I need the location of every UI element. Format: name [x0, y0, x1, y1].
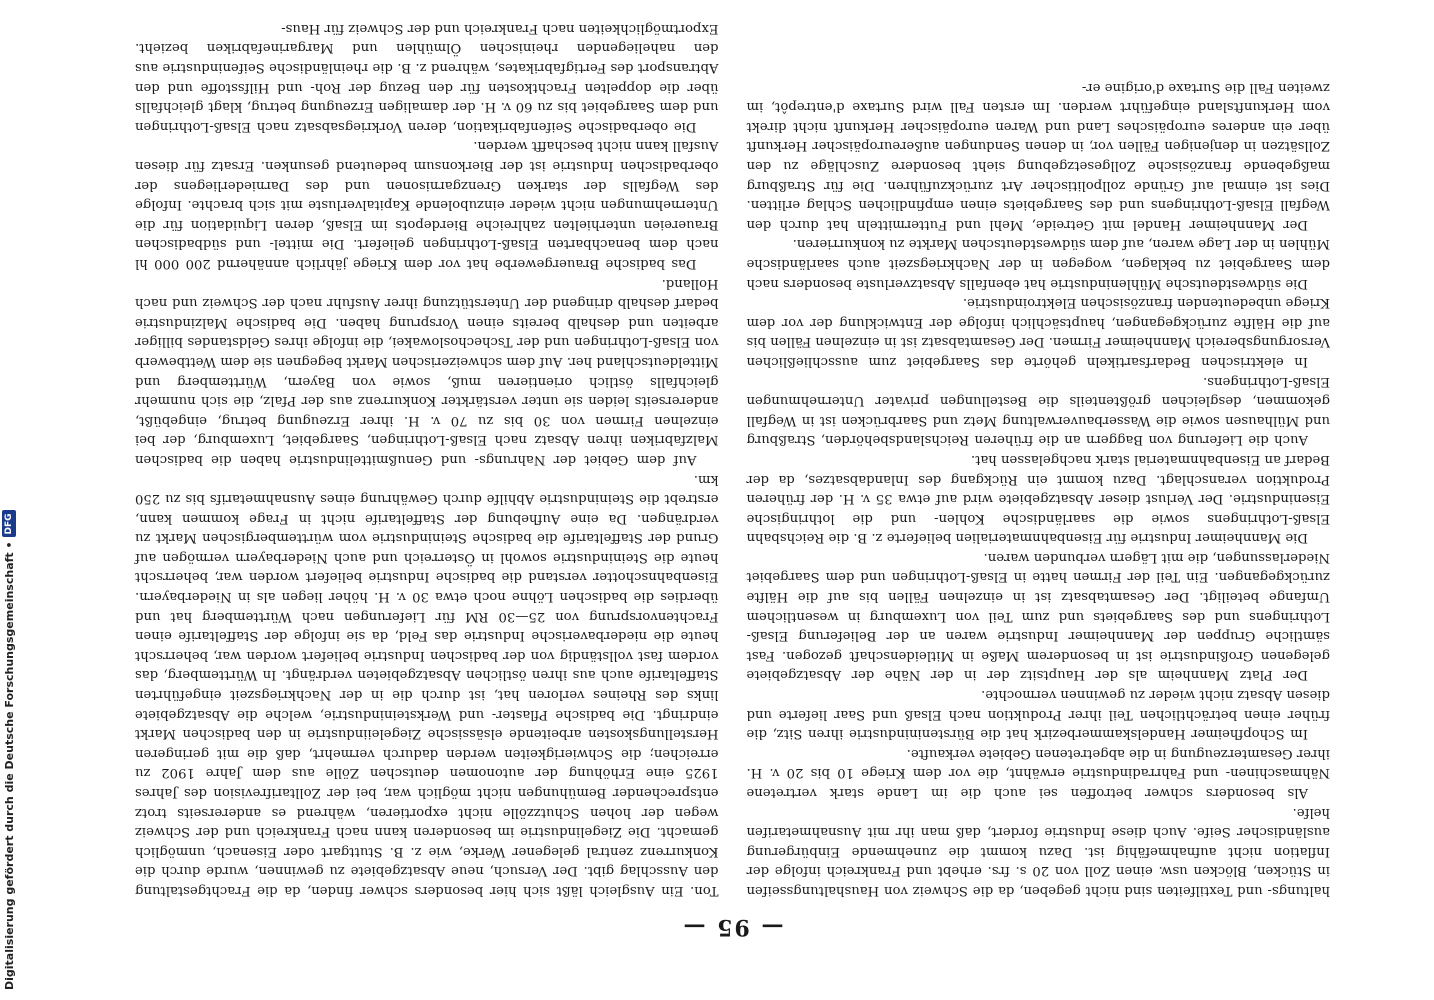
paragraph: Die südwestdeutsche Mühlenindustrie hat ebenfalls Absatzverluste besonders nach dem Saargebiet zu beklagen, wogegen in der Nachkriegszeit auch saarländische Mühlen in der Lage waren, auf dem südwestdeutschen Markte zu konkurrieren. [746, 236, 1330, 291]
paragraph: Der Platz Mannheim als der Hauptsitz der in der Nähe der Absatzgebiete gelegenen Großindustrie ist in besonderem Maße in Mitleidenschaft gezogen. Fast sämtliche Gruppen der Mannheimer Industrie waren an der Belieferung Elsaß-Lothringens und des Saargebiets und zum Teil von Luxemburg in wesentlichem Umfange beteiligt. Der Gesamtabsatz ist in einzelnen Fällen bis auf die Hälfte zurückgegangen. Ein Teil der Firmen hatte in Elsaß-Lothringen und dem Saargebiet Niederlassungen, die mit Lägern verbunden waren. [746, 549, 1330, 683]
text-columns [135, 20, 1330, 900]
paragraph: Im Schopfheimer Handelskammerbezirk hat die Bürsteninindustrie ihren Sitz, die früher einen beträchtlichen Teil ihrer Produktion nach Elsaß und Saar lieferte und diesen Absatz nicht wieder zu gewinnen vermochte. [746, 687, 1330, 742]
paragraph: Ton. Ein Ausgleich läßt sich hier besonders schwer finden, da die Frachtgestaltung den Ausschlag gibt. Der Versuch, neue Absatzgebiete zu gewinnen, wurde durch die Konkurrenz zentral gelegener Werke, wie z. B. Stuttgart oder Eisenach, unmöglich gemacht. Die Ziegelindustrie im besonderen kann nach Frankreich und der Schweiz wegen der hohen Schutzzölle nicht exportieren, während es andererseits trotz entsprechender Bemühungen nicht möglich war, bei der Zolltarifrevision des Jahres 1925 eine Erhöhung der autonomen deutschen Zölle aus dem Jahre 1902 zu erreichen; die Schwierigkeiten werden dadurch vermehrt, daß die mit geringeren Herstellungskosten arbeitende elsässische Ziegeleiindustrie in den badischen Markt eindringt. Die badische Pflaster- und Werksteinindustrie, welche die Absatzgebiete links des Rheines verloren hat, ist durch die in der Nachkriegszeit eingeführten Staffeltarife auch aus ihren östlichen Absatzgebieten verdrängt. In Württemberg, das vordem fast vollständig von der badischen Industrie beliefert worden war, beherrscht heute die niederbaverische Industrie das Feld, da sie infolge der Staffeltarife einen Frachtenvorsprung von 25—30 RM für Lieferungen nach Württemberg hat und überdies die badischen Löhne noch etwa 30 v. H. höher liegen als in Niederbayern. Eisenbahnschotter verstand die badische Industrie beliefert worden war, beherrscht heute die Steinindustrie sowohl in Österreich und auch Niederbayern vermögen auf Grund der Staffeltarife die badische Steinindustrie vom württembergischen Markt zu verdrängen. Da eine Aufhebung der Staffeltarife nicht in Frage kommen kann, erstrebt die Steinindustrie Abhilfe durch Gewährung eines Ausnahmetarifs bis zu 250 km. [135, 471, 719, 898]
footer-credit [2, 0, 16, 990]
paragraph: haltungs- und Textilfeiten sind nicht gegeben, da die Schweiz von Haushaltungsseifen in Stücken, Blöcken usw. einen Zoll von 20 s. frs. erhebt und Frankreich infolge der Inflation nicht aufnahmefähig ist. Dazu kommt die zunehmende Einbürgerung ausländischer Seife. Auch diese Industrie fordert, daß man ihr mit Ausnahmetarifen helfe. [746, 804, 1330, 898]
paragraph: Auch die Lieferung von Baggern an die früheren Reichslandsbehörden, Straßburg und Mülhausen sowie die Wasserbauverwaltung Metz und Saarbrücken ist in Wegfall gekommen, desgleichen größtenteils die Bestellungen privater Unternehmungen Elsaß-Lothringens. [746, 373, 1330, 448]
right-column [135, 20, 719, 900]
page-number: — 95 — [681, 914, 784, 940]
paragraph: Die oberbadische Seifenfabrikation, deren Vorkriegsabsatz nach Elsaß-Lothringen und dem Saargebiet bis zu 60 v. H. der damaligen Erzeugung betrug, klagt gleichfalls über die doppelten Frachtkosten für den Bezug der Roh- und Hilfsstoffe und den Abtransport des Fertigfabrikates, während z. B. die rheinländische Seifenindustrie aus den naheliegenden rheinischen Ölmühlen und Margarinefabriken bezieht. Exportmöglichkeiten nach Frankreich und der Schweiz für Haus- [135, 20, 719, 134]
left-column [746, 79, 1331, 900]
paragraph: In elektrischen Bedarfsartikeln gehörte das Saargebiet zum ausschließlichen Versorgungsbereich Mannheimer Firmen. Der Gesamtabsatz ist in einzelnen Fällen bis auf die Hälfte zurückgegangen, hauptsächlich infolge der Entwicklung der vor dem Kriege unbedeutenden französischen Elektroindustrie. [746, 295, 1330, 369]
dfg-logo-icon: DFG [2, 510, 16, 537]
footer-credit-text: Digitalisierung gefördert durch die Deutsche Forschungsgemeinschaft • [2, 541, 16, 990]
paragraph: Der Mannheimer Handel mit Getreide, Mehl und Futtermitteln hat durch den Wegfall Elsaß-Lothringens und des Saargebiets einen empfindlichen Schlag erlitten. Dies ist einmal auf Gründe zollpolitischer Art zurückzuführen. Die für Straßburg maßgebende französische Zollgesetzgebung sieht besondere Zuschläge zu den Zollsätzen in denjenigen Fällen vor, in denen Sendungen außereuropäischer Herkunft über ein anderes europäisches Land und Waren europäischer Herkunft nicht direkt vom Herkunftsland eingeführt werden. Im ersten Fall wird Surtaxe d'entrepôt, im zweiten Fall die Surtaxe d'origine er- [746, 79, 1330, 232]
digitization-footer [0, 0, 18, 1000]
paragraph: Als besonders schwer betroffen sei auch die im Lande stark vertretene Nähmaschinen- und Fahrradindustrie erwähnt, die vor dem Kriege 10 bis 20 v. H. ihrer Gesamterzeugung in die abgetretenen Gebiete verkaufte. [746, 745, 1330, 801]
document-page [135, 20, 1330, 950]
paragraph: Das badische Brauergewerbe hat vor dem Kriege jährlich annähernd 200 000 hl nach dem benachbarten Elsaß-Lothringen geliefert. Die mittel- und südbadischen Brauereien unterhielten zahlreiche Bierdepots im Elsaß, deren Liquidation für die Unternehmungen nicht wieder einzubolende Kapitalverluste mit sich brachte. Infolge des Wegfalls der starken Grenzgarnisonen und des Darniederliegens der oberbadischen Industrie ist der Bierkonsum bedeutend gesunken. Ersatz für diesen Ausfall kann nicht beschafft werden. [135, 138, 719, 271]
paragraph: Auf dem Gebiet der Nahrungs- und Genußmittelindustrie haben die badischen Malzfabriken ihren Absatz nach Elsaß-Lothringen, Saargebiet, Luxemburg, der bei einzelnen Firmen von 30 bis zu 70 v. H. ihrer Erzeugung betrug, eingebüßt, andererseits leiden sie unter verstärkter Konkurrenz aus der Pfalz, die sich nunmehr gleichfalls östlich orientieren muß, sowie von Bayern, Württemberg und Mitteldeutschland her. Auf dem schweizerischen Markt begegnen sie dem Wettbewerb von Elsaß-Lothringen und der Tschechoslowakei, die infolge ihres Geldstandes billiger arbeiten und deshalb bereits einen Vorsprung haben. Die badische Malzindustrie bedarf deshalb dringend der Unterstützung ihrer Ausfuhr nach der Schweiz und nach Holland. [135, 275, 719, 467]
paragraph: Die Mannheimer Industrie für Eisenbahnmaterialien belieferte z. B. die Reichsbahn Elsaß-Lothringens sowie die saarländische Kohlen- und die lothringische Eisenindustrie. Der Verlust dieser Absatzgebiete wird auf etwa 35 v. H. der früheren Produktion veranschlagt. Dazu kommt ein Rückgang des Inlandabsatzes, da der Bedarf an Eisenbahnmaterial stark nachgelassen hat. [746, 451, 1330, 546]
